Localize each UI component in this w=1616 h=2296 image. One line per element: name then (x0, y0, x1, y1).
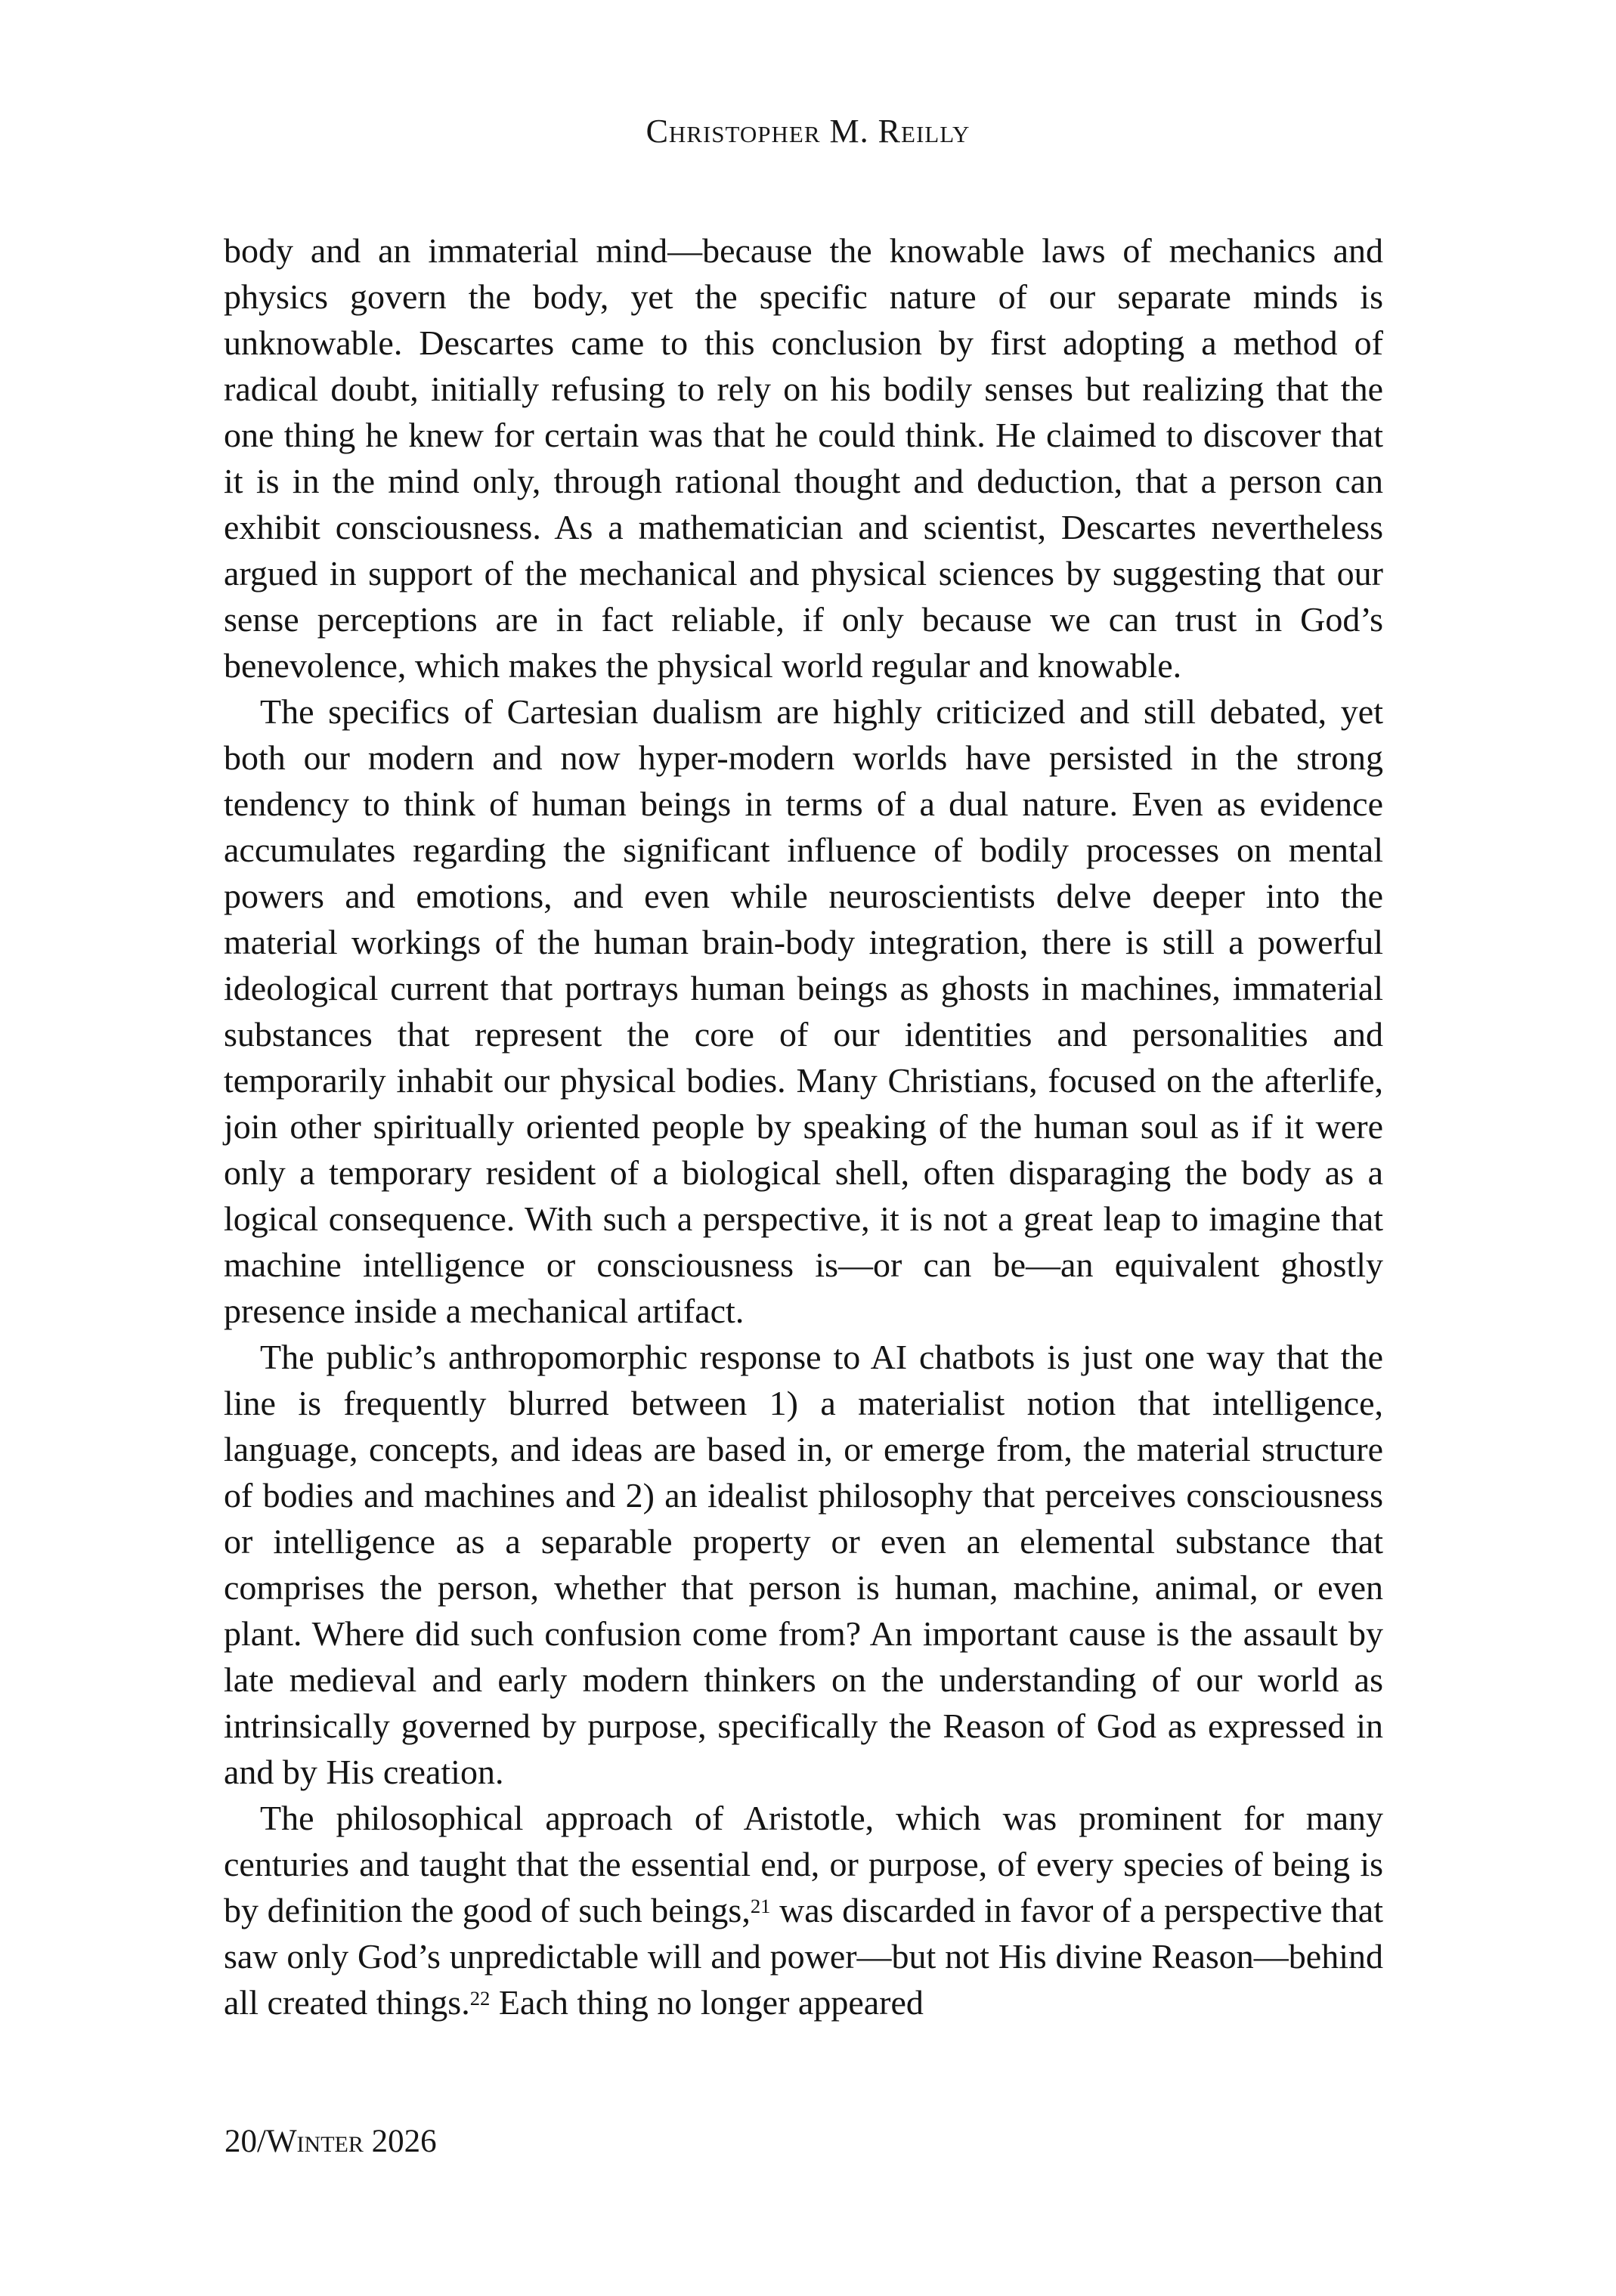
paragraph-text-segment: The philosophical approach of Aristotle, which was prominent for many centuries and taught that the essential end, or purpose, of every species of being is by definition the good of such beings, (224, 1799, 1383, 1929)
body-paragraph (224, 1795, 1383, 2025)
body-paragraph: The public’s anthropomorphic response to AI chatbots is just one way that the line is frequently blurred between 1) a materialist notion that intelligence, language, concepts, and ideas are based in, or emerge from, the material structure of bodies and machines and 2) an idealist philosophy that perceives consciousness or intelligence as a separable property or even an elemental substance that comprises the person, whether that person is human, machine, animal, or even plant. Where did such confusion come from? An important cause is the assault by late medieval and early modern thinkers on the understanding of our world as intrinsically governed by purpose, specifically the Reason of God as expressed in and by His creation. (224, 1338, 1383, 1791)
body-text-block (224, 227, 1383, 2025)
paragraph-text-segment: Each thing no longer appeared (490, 1983, 924, 2022)
footnote-ref-21: 21 (750, 1895, 771, 1917)
running-head-author: Christopher M. Reilly (645, 113, 971, 150)
body-paragraph: body and an immaterial mind—because the knowable laws of mechanics and physics govern the body, yet the specific nature of our separate minds is unknowable. Descartes came to this conclusion by first adopting a method of radical doubt, initially refusing to rely on his bodily senses but realizing that the one thing he knew for certain was that he could think. He claimed to discover that it is in the mind only, through rational thought and deduction, that a person can exhibit consciousness. As a mathematician and scientist, Descartes nevertheless argued in support of the mechanical and physical sciences by suggesting that our sense perceptions are in fact reliable, if only because we can trust in God’s benevolence, which makes the physical world regular and knowable. (224, 231, 1383, 685)
paragraph-text-segment: was discarded in favor of a perspective that saw only God’s unpredictable will and power—but not His divine Reason—behind all created things. (224, 1891, 1383, 2022)
footnote-ref-22: 22 (469, 1987, 491, 2010)
body-paragraph: The specifics of Cartesian dualism are highly criticized and still debated, yet both our modern and now hyper-modern worlds have persisted in the strong tendency to think of human beings in terms of a dual nature. Even as evidence accumulates regarding the significant influence of bodily processes on mental powers and emotions, and even while neuroscientists delve deeper into the material workings of the human brain-body integration, there is still a powerful ideological current that portrays human beings as ghosts in machines, immaterial substances that represent the core of our identities and personalities and temporarily inhabit our physical bodies. Many Christians, focused on the afterlife, join other spiritually oriented people by speaking of the human soul as if it were only a temporary resident of a biological shell, often disparaging the body as a logical consequence. With such a perspective, it is not a great leap to imagine that machine intelligence or consciousness is—or can be—an equivalent ghostly presence inside a mechanical artifact. (224, 692, 1383, 1330)
page-number-footer: 20/Winter 2026 (224, 2124, 437, 2159)
